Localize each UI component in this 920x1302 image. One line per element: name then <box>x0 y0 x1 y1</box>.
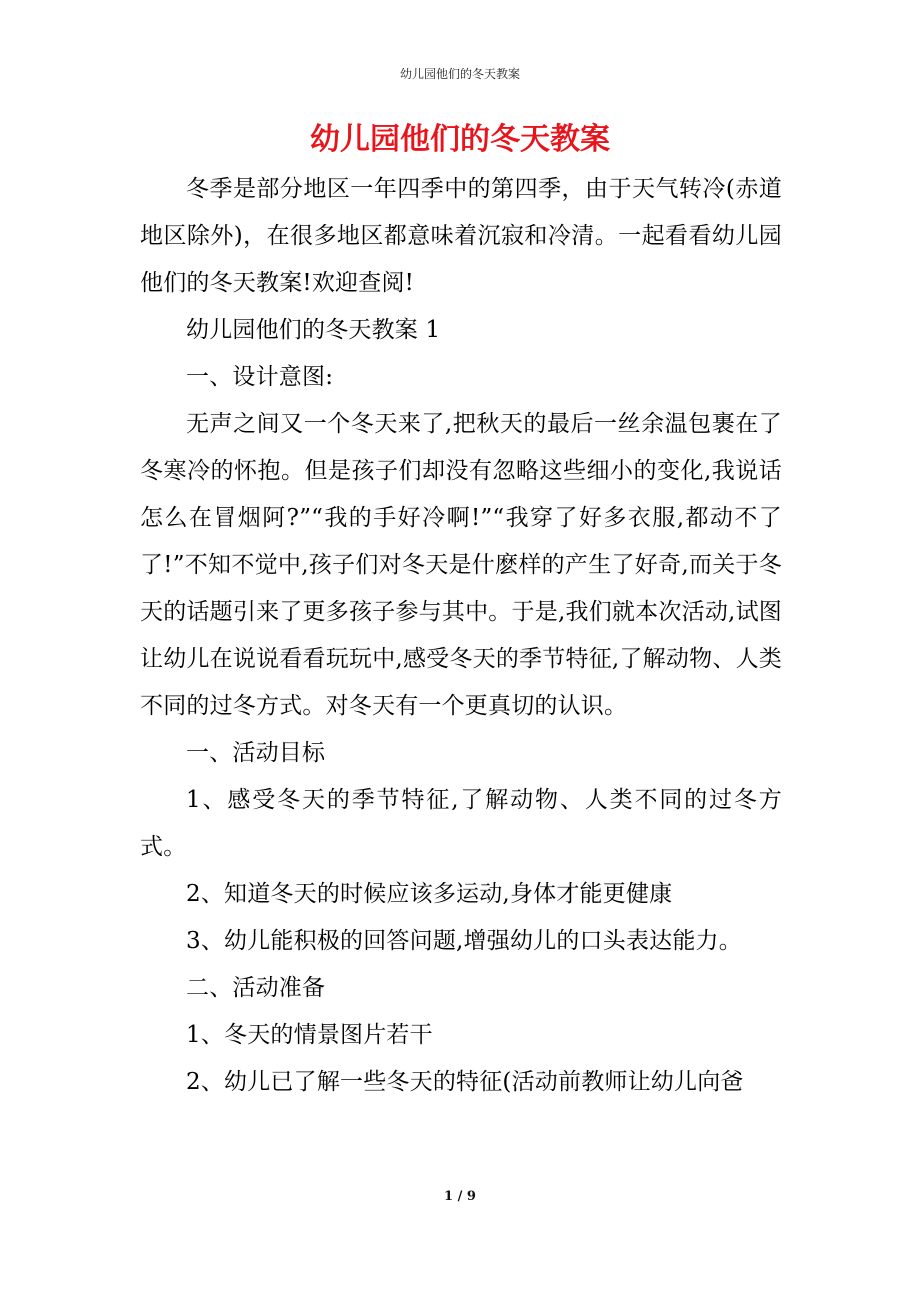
running-header: 幼儿园他们的冬天教案 <box>399 67 520 81</box>
design-paragraph: 无声之间又一个冬天来了,把秋天的最后一丝余温包裹在了冬寒冷的怀抱。但是孩子们却没有忽略这些细小的变化,我说话怎么在冒烟阿?”“我的手好冷啊!”“我穿了好多衣服,都动不了了!”不知不觉中,孩子们对冬天是什麽样的产生了好奇,而关于冬天的话题引来了更多孩子参与其中。于是,我们就本次活动,试图让幼儿在说说看看玩玩中,感受冬天的季节特征,了解动物、人类不同的过冬方式。对冬天有一个更真切的认识。 <box>140 411 782 719</box>
goal-item: 3、幼儿能积极的回答问题,增强幼儿的口头表达能力。 <box>186 928 742 954</box>
page-number: 1 / 9 <box>444 1189 476 1204</box>
intro-paragraph: 冬季是部分地区一年四季中的第四季，由于天气转冷(赤道地区除外)，在很多地区都意味着沉寂和冷清。一起看看幼儿园他们的冬天教案!欢迎查阅! <box>140 176 782 296</box>
goal-item: 1、感受冬天的季节特征,了解动物、人类不同的过冬方式。 <box>140 787 782 860</box>
section-heading-goals: 一、活动目标 <box>186 740 326 766</box>
preparation-item: 1、冬天的情景图片若干 <box>186 1022 433 1048</box>
preparation-item: 2、幼儿已了解一些冬天的特征(活动前教师让幼儿向爸 <box>186 1069 744 1095</box>
section-heading-design: 一、设计意图: <box>186 364 334 390</box>
goal-item: 2、知道冬天的时候应该多运动,身体才能更健康 <box>186 881 673 907</box>
document-title: 幼儿园他们的冬天教案 <box>310 122 610 157</box>
section-heading-preparation: 二、活动准备 <box>186 975 326 1001</box>
lesson-heading: 幼儿园他们的冬天教案 1 <box>186 317 441 343</box>
document-body <box>140 166 782 1106</box>
